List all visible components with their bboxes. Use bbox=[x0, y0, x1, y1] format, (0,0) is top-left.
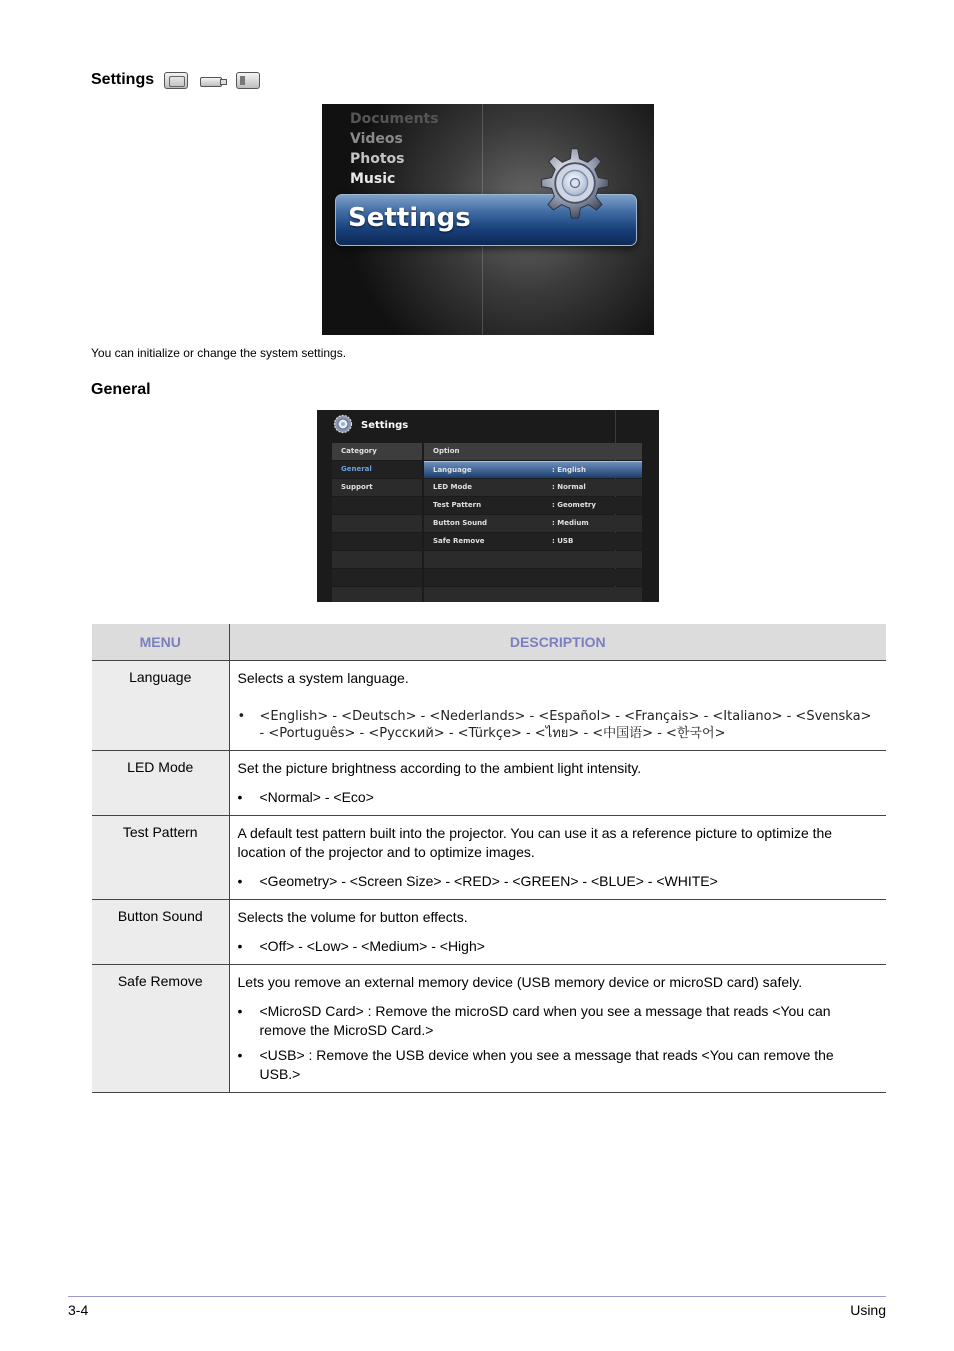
description-cell bbox=[229, 815, 886, 899]
table-row bbox=[92, 964, 886, 1092]
menu-item-documents: Documents bbox=[350, 111, 439, 127]
category-general: General bbox=[332, 461, 422, 478]
subsection-title: General bbox=[91, 381, 151, 398]
description-text: Lets you remove an external memory device (USB memory device or microSD card) safely. bbox=[237, 973, 803, 990]
option-name: LED Mode bbox=[433, 483, 473, 491]
menu-column-header: MENU bbox=[92, 624, 229, 660]
category-empty bbox=[332, 569, 422, 586]
table-header-row bbox=[92, 624, 886, 660]
option-led-mode bbox=[424, 479, 642, 496]
menu-cell: Test Pattern bbox=[92, 815, 229, 899]
option-value: : Geometry bbox=[552, 501, 596, 509]
settings-grid-row-empty bbox=[332, 587, 642, 602]
description-bullet: • <USB> : Remove the USB device when you see a message that reads <You can remove the USB.> bbox=[238, 1046, 879, 1084]
settings-grid-row bbox=[332, 479, 642, 496]
category-support: Support bbox=[332, 479, 422, 496]
description-column-header: DESCRIPTION bbox=[229, 624, 886, 660]
description-cell bbox=[229, 750, 886, 815]
option-header bbox=[424, 443, 642, 460]
settings-description-table bbox=[92, 624, 886, 1093]
option-language bbox=[424, 461, 642, 478]
settings-screen-title: Settings bbox=[361, 420, 409, 431]
option-name: Language bbox=[433, 466, 472, 474]
category-empty bbox=[332, 515, 422, 532]
menu-item-photos: Photos bbox=[350, 151, 405, 167]
description-bullet: • <MicroSD Card> : Remove the microSD card when you see a message that reads <You can remove the MicroSD Card.> bbox=[238, 1002, 879, 1040]
description-text: Selects the volume for button effects. bbox=[237, 908, 468, 925]
table-row bbox=[92, 660, 886, 750]
section-title-text: Settings bbox=[91, 71, 155, 88]
menu-item-videos: Videos bbox=[350, 131, 403, 147]
description-text: A default test pattern built into the projector. You can use it as a reference picture to optimize the location of the projector and to optimize images. bbox=[237, 824, 833, 860]
option-name: Test Pattern bbox=[433, 501, 482, 509]
footer-divider bbox=[68, 1296, 886, 1297]
table-row bbox=[92, 750, 886, 815]
menu-cell: Button Sound bbox=[92, 899, 229, 964]
option-name: Safe Remove bbox=[433, 537, 485, 545]
description-text: Set the picture brightness according to the ambient light intensity. bbox=[237, 759, 642, 776]
option-value: : Medium bbox=[552, 519, 589, 527]
usb-icon bbox=[198, 72, 226, 89]
option-empty bbox=[424, 569, 642, 586]
option-value: : USB bbox=[552, 537, 574, 545]
description-bullet: • <Geometry> - <Screen Size> - <RED> - <GREEN> - <BLUE> - <WHITE> bbox=[238, 872, 879, 891]
chapter-name: Using bbox=[850, 1302, 886, 1318]
category-empty bbox=[332, 551, 422, 568]
option-name: Button Sound bbox=[433, 519, 488, 527]
description-bullet: • <English> - <Deutsch> - <Nederlands> - <Español> - <Français> - <Italiano> - <Svenska> - <Português> - <Русский> - <Türkçe> - <ไทย> - <中国语> - <한국어> bbox=[238, 708, 879, 742]
description-bullet: • <Off> - <Low> - <Medium> - <High> bbox=[238, 937, 879, 956]
table-row bbox=[92, 815, 886, 899]
option-button-sound bbox=[424, 515, 642, 532]
category-header: Category bbox=[332, 443, 422, 460]
description-text: Selects a system language. bbox=[237, 669, 409, 686]
settings-grid-row-empty bbox=[332, 569, 642, 586]
gear-icon bbox=[333, 414, 353, 434]
page-number: 3-4 bbox=[68, 1302, 89, 1318]
main-menu-screenshot bbox=[322, 104, 654, 335]
gear-icon bbox=[530, 138, 620, 228]
settings-grid-row bbox=[332, 515, 642, 532]
internal-memory-icon bbox=[236, 72, 260, 89]
description-bullet: • <Normal> - <Eco> bbox=[238, 788, 879, 807]
settings-grid-row bbox=[332, 497, 642, 514]
settings-screenshot bbox=[317, 410, 659, 602]
option-value: : Normal bbox=[552, 483, 586, 491]
description-cell bbox=[229, 899, 886, 964]
settings-grid-row-empty bbox=[332, 551, 642, 568]
option-empty bbox=[424, 551, 642, 568]
option-empty bbox=[424, 587, 642, 602]
option-safe-remove bbox=[424, 533, 642, 550]
settings-grid-row bbox=[332, 461, 642, 478]
category-empty bbox=[332, 533, 422, 550]
description-cell bbox=[229, 964, 886, 1092]
description-cell bbox=[229, 660, 886, 750]
settings-bar-label: Settings bbox=[348, 203, 471, 233]
category-empty bbox=[332, 497, 422, 514]
category-empty bbox=[332, 587, 422, 602]
menu-cell: Safe Remove bbox=[92, 964, 229, 1092]
option-value: : English bbox=[552, 466, 586, 474]
table-row bbox=[92, 899, 886, 964]
intro-text: You can initialize or change the system settings. bbox=[91, 346, 347, 360]
section-title bbox=[91, 71, 260, 89]
settings-grid-row bbox=[332, 533, 642, 550]
option-header-label: Option bbox=[433, 447, 460, 455]
option-test-pattern bbox=[424, 497, 642, 514]
menu-cell: LED Mode bbox=[92, 750, 229, 815]
menu-item-music: Music bbox=[350, 171, 396, 187]
settings-grid-header bbox=[332, 443, 642, 460]
menu-cell: Language bbox=[92, 660, 229, 750]
memory-card-icon bbox=[164, 72, 188, 89]
